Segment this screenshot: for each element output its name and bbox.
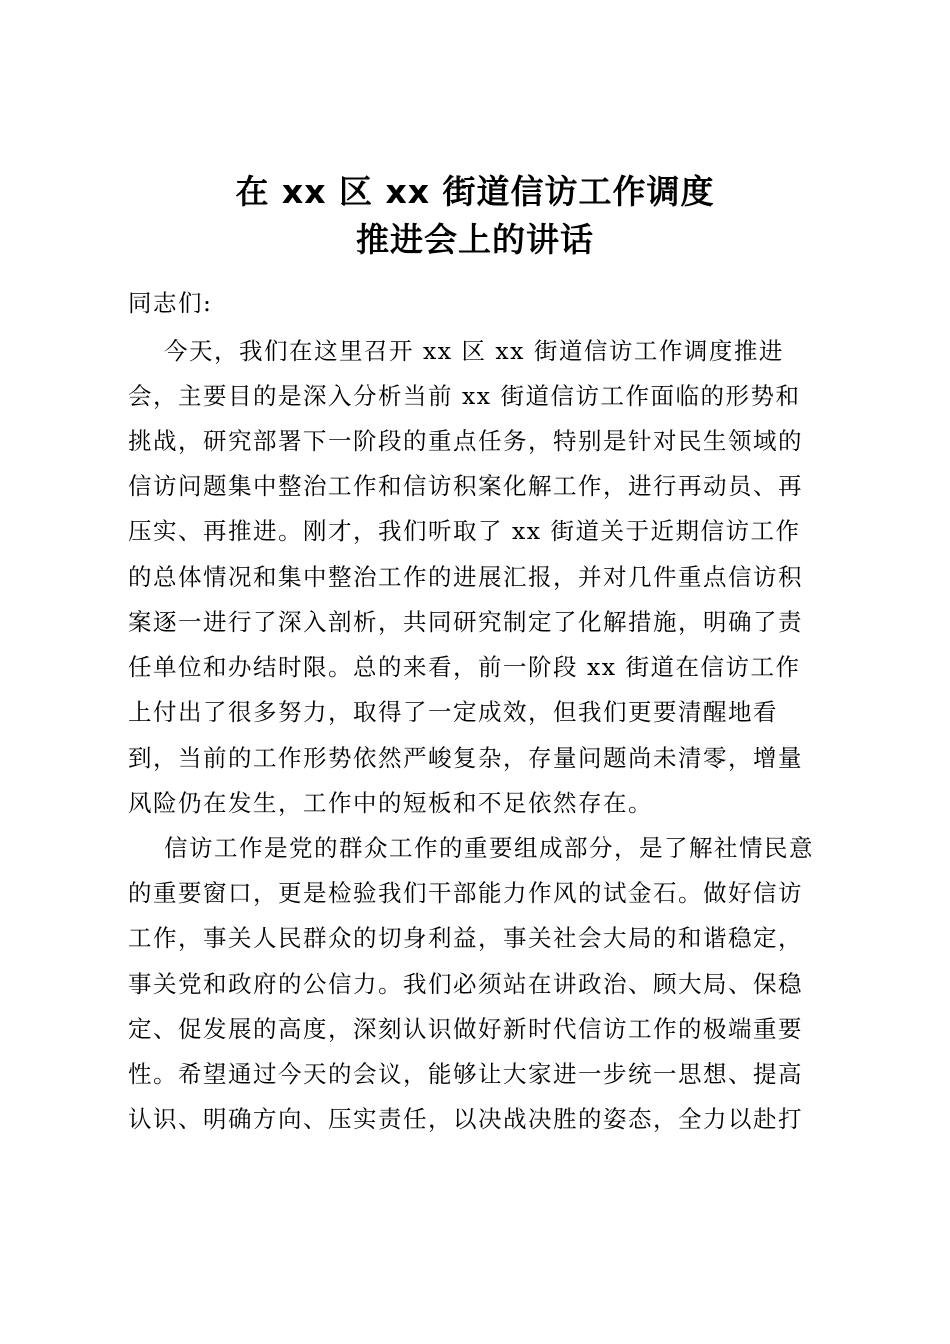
body-line: 事关党和政府的公信力。我们必须站在讲政治、顾大局、保稳: [128, 970, 803, 998]
body-line: 任单位和办结时限。总的来看，前一阶段 xx 街道在信访工作: [128, 653, 801, 681]
body-line: 上付出了很多努力，取得了一定成效，但我们更要清醒地看: [128, 698, 778, 726]
body-line: 信访问题集中整治工作和信访积案化解工作，进行再动员、再: [128, 472, 803, 500]
salutation: 同志们:: [128, 289, 213, 317]
body-line: 挑战，研究部署下一阶段的重点任务，特别是针对民生领域的: [128, 427, 803, 455]
body-line: 性。希望通过今天的会议，能够让大家进一步统一思想、提高: [128, 1060, 803, 1088]
body-line: 会，主要目的是深入分析当前 xx 街道信访工作面临的形势和: [128, 382, 801, 410]
body-line: 压实、再推进。刚才，我们听取了 xx 街道关于近期信访工作: [128, 517, 801, 545]
body-line: 工作，事关人民群众的切身利益，事关社会大局的和谐稳定，: [128, 924, 803, 952]
body-line: 定、促发展的高度，深刻认识做好新时代信访工作的极端重要: [128, 1015, 803, 1043]
body-line: 风险仍在发生，工作中的短板和不足依然存在。: [128, 789, 653, 817]
body-line: 信访工作是党的群众工作的重要组成部分，是了解社情民意: [164, 834, 814, 862]
document-title-line2: 推进会上的讲话: [356, 220, 594, 259]
document-title-line1: 在 xx 区 xx 街道信访工作调度: [235, 172, 715, 211]
body-line: 的总体情况和集中整治工作的进展汇报，并对几件重点信访积: [128, 563, 803, 591]
body-line: 案逐一进行了深入剖析，共同研究制定了化解措施，明确了责: [128, 608, 803, 636]
body-line: 认识、明确方向、压实责任，以决战决胜的姿态，全力以赴打: [128, 1105, 803, 1133]
body-line: 到，当前的工作形势依然严峻复杂，存量问题尚未清零，增量: [128, 744, 803, 772]
body-line: 今天，我们在这里召开 xx 区 xx 街道信访工作调度推进: [164, 337, 784, 365]
body-line: 的重要窗口，更是检验我们干部能力作风的试金石。做好信访: [128, 879, 803, 907]
